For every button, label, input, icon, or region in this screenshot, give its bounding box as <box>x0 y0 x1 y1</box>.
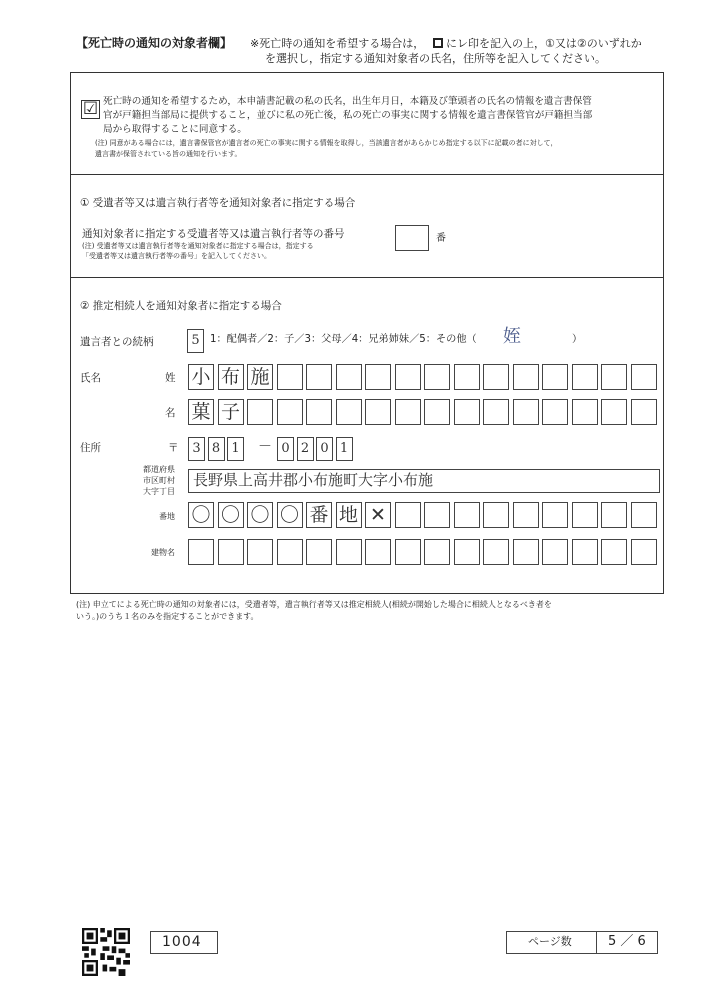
relation-other-value[interactable]: 姪 <box>503 326 521 347</box>
banchi-char-box[interactable]: 地 <box>336 502 362 528</box>
surname-char-box[interactable] <box>601 364 627 390</box>
consent-text-3: 局から取得することに同意する。 <box>103 124 247 135</box>
surname-char-box[interactable] <box>542 364 568 390</box>
surname-char-box[interactable] <box>395 364 421 390</box>
building-char-box[interactable] <box>395 539 421 565</box>
consent-note-2: 遺言書が保管されている旨の通知を行います。 <box>95 150 242 158</box>
given-name-char-box[interactable] <box>247 399 273 425</box>
banchi-char-box[interactable]: 番 <box>306 502 332 528</box>
footnote-line-1: (注) 申立てによる死亡時の通知の対象者には，受遺者等，遺言執行者等又は推定相続人(相続が開始した場合に相続人となるべき者を <box>76 600 552 609</box>
surname-char-box[interactable] <box>483 364 509 390</box>
building-char-box[interactable] <box>365 539 391 565</box>
page-box-divider <box>596 931 597 954</box>
checkbox-symbol-icon <box>433 38 443 48</box>
building-label: 建物名 <box>151 548 175 557</box>
divider-2 <box>70 277 664 278</box>
building-char-box[interactable] <box>631 539 657 565</box>
postal-digit-box[interactable]: 1 <box>227 437 244 461</box>
instruction-text-2: を選択し，指定する通知対象者の氏名，住所等を記入してください。 <box>265 52 606 65</box>
building-char-box[interactable] <box>424 539 450 565</box>
pref-label-2: 市区町村 <box>143 476 175 485</box>
surname-char-box[interactable] <box>454 364 480 390</box>
surname-char-box[interactable] <box>631 364 657 390</box>
relation-options: 1：配偶者／2：子／3：父母／4：兄弟姉妹／5：その他（ <box>210 334 477 345</box>
banchi-char-box[interactable]: 〇 <box>277 502 303 528</box>
given-name-char-box[interactable] <box>572 399 598 425</box>
section2-title: ② 推定相続人を通知対象者に指定する場合 <box>80 300 282 312</box>
building-char-box[interactable] <box>277 539 303 565</box>
given-name-char-box[interactable] <box>542 399 568 425</box>
relation-label: 遺言者との続柄 <box>80 336 154 348</box>
given-name-char-box[interactable] <box>365 399 391 425</box>
postal-dash: － <box>258 439 272 455</box>
building-char-box[interactable] <box>188 539 214 565</box>
address-label: 住所 <box>80 442 101 454</box>
section1-number-suffix: 番 <box>436 233 446 244</box>
postal-digit-box[interactable]: 3 <box>188 437 205 461</box>
footnote-line-2: いう。)のうち１名のみを指定することができます。 <box>76 612 259 621</box>
pref-label-1: 都道府県 <box>143 465 175 474</box>
building-char-box[interactable] <box>336 539 362 565</box>
postal-digit-box[interactable]: 0 <box>316 437 333 461</box>
building-char-box[interactable] <box>247 539 273 565</box>
building-char-box[interactable] <box>601 539 627 565</box>
given-name-char-box[interactable] <box>454 399 480 425</box>
section1-number-label: 通知対象者に指定する受遺者等又は遺言執行者等の番号 <box>82 228 345 240</box>
banchi-char-box[interactable] <box>572 502 598 528</box>
relation-input[interactable]: 5 <box>187 329 204 353</box>
banchi-char-box[interactable] <box>395 502 421 528</box>
surname-char-box[interactable] <box>572 364 598 390</box>
surname-char-box[interactable] <box>365 364 391 390</box>
given-name-char-box[interactable] <box>513 399 539 425</box>
relation-close-paren: ） <box>572 334 583 345</box>
section1-number-input[interactable] <box>395 225 429 251</box>
instruction-text-1b: にレ印を記入の上，①又は②のいずれか <box>446 37 642 50</box>
banchi-char-box[interactable] <box>601 502 627 528</box>
page-value: 5 ／ 6 <box>608 934 646 949</box>
name-label: 氏名 <box>80 372 101 384</box>
banchi-char-box[interactable] <box>542 502 568 528</box>
section1-note-1: (注) 受遺者等又は遺言執行者等を通知対象者に指定する場合は，指定する <box>82 242 314 250</box>
building-char-box[interactable] <box>572 539 598 565</box>
postal-digit-box[interactable]: 0 <box>277 437 294 461</box>
given-name-char-box[interactable] <box>336 399 362 425</box>
building-char-box[interactable] <box>218 539 244 565</box>
surname-char-box[interactable]: 布 <box>218 364 244 390</box>
banchi-label: 番地 <box>159 512 175 521</box>
banchi-char-box[interactable]: 〇 <box>247 502 273 528</box>
surname-char-box[interactable] <box>336 364 362 390</box>
qr-code-icon <box>82 928 130 976</box>
building-char-box[interactable] <box>306 539 332 565</box>
consent-text-2: 官が戸籍担当部局に提供すること，並びに私の死亡後，私の死亡の事実に関する情報を遺言書保管官が戸籍担当部 <box>103 110 593 121</box>
pref-label-3: 大字丁目 <box>143 487 175 496</box>
form-code: 1004 <box>162 934 202 950</box>
given-name-char-box[interactable] <box>601 399 627 425</box>
surname-char-box[interactable] <box>513 364 539 390</box>
building-char-box[interactable] <box>454 539 480 565</box>
postal-digit-box[interactable]: 8 <box>208 437 225 461</box>
banchi-char-box[interactable] <box>454 502 480 528</box>
banchi-char-box[interactable]: 〇 <box>188 502 214 528</box>
surname-char-box[interactable] <box>277 364 303 390</box>
consent-text-1: 死亡時の通知を希望するため，本申請書記載の私の氏名，出生年月日，本籍及び筆頭者の氏名の情報を遺言書保管 <box>103 96 592 107</box>
consent-checkbox[interactable]: ☑ <box>82 99 99 119</box>
banchi-char-box[interactable] <box>483 502 509 528</box>
building-char-box[interactable] <box>542 539 568 565</box>
banchi-char-box[interactable] <box>513 502 539 528</box>
building-char-box[interactable] <box>513 539 539 565</box>
building-char-box[interactable] <box>483 539 509 565</box>
given-name-char-box[interactable] <box>306 399 332 425</box>
surname-label: 姓 <box>165 372 176 384</box>
surname-char-box[interactable]: 小 <box>188 364 214 390</box>
surname-char-box[interactable] <box>424 364 450 390</box>
banchi-char-box[interactable]: 〇 <box>218 502 244 528</box>
consent-note-1: (注) 同意がある場合には，遺言書保管官が遺言者の死亡の事実に関する情報を取得し，当該遺言者があらかじめ指定する以下に記載の者に対して， <box>95 139 558 147</box>
address-pref-value: 長野県上高井郡小布施町大字小布施 <box>193 471 434 489</box>
banchi-char-box[interactable] <box>631 502 657 528</box>
given-name-char-box[interactable] <box>395 399 421 425</box>
given-name-char-box[interactable] <box>424 399 450 425</box>
postal-digit-box[interactable]: 2 <box>297 437 314 461</box>
given-name-char-box[interactable]: 菓 <box>188 399 214 425</box>
section1-title: ① 受遺者等又は遺言執行者等を通知対象者に指定する場合 <box>80 197 356 209</box>
given-name-char-box[interactable] <box>277 399 303 425</box>
postal-digit-box[interactable]: 1 <box>336 437 353 461</box>
form-section-title: 【死亡時の通知の対象者欄】 <box>76 36 233 50</box>
given-name-char-box[interactable] <box>631 399 657 425</box>
page-label: ページ数 <box>528 935 572 948</box>
banchi-char-box[interactable] <box>424 502 450 528</box>
given-name-char-box[interactable] <box>483 399 509 425</box>
instruction-text-1: ※死亡時の通知を希望する場合は， <box>250 37 425 50</box>
surname-char-box[interactable] <box>306 364 332 390</box>
banchi-char-box[interactable]: ✕ <box>365 502 391 528</box>
section1-note-2: 「受遺者等又は遺言執行者等の番号」を記入してください。 <box>82 252 271 260</box>
given-name-label: 名 <box>165 407 176 419</box>
postal-mark: 〒 <box>168 442 179 454</box>
surname-char-box[interactable]: 施 <box>247 364 273 390</box>
given-name-char-box[interactable]: 子 <box>218 399 244 425</box>
divider-1 <box>70 174 664 175</box>
